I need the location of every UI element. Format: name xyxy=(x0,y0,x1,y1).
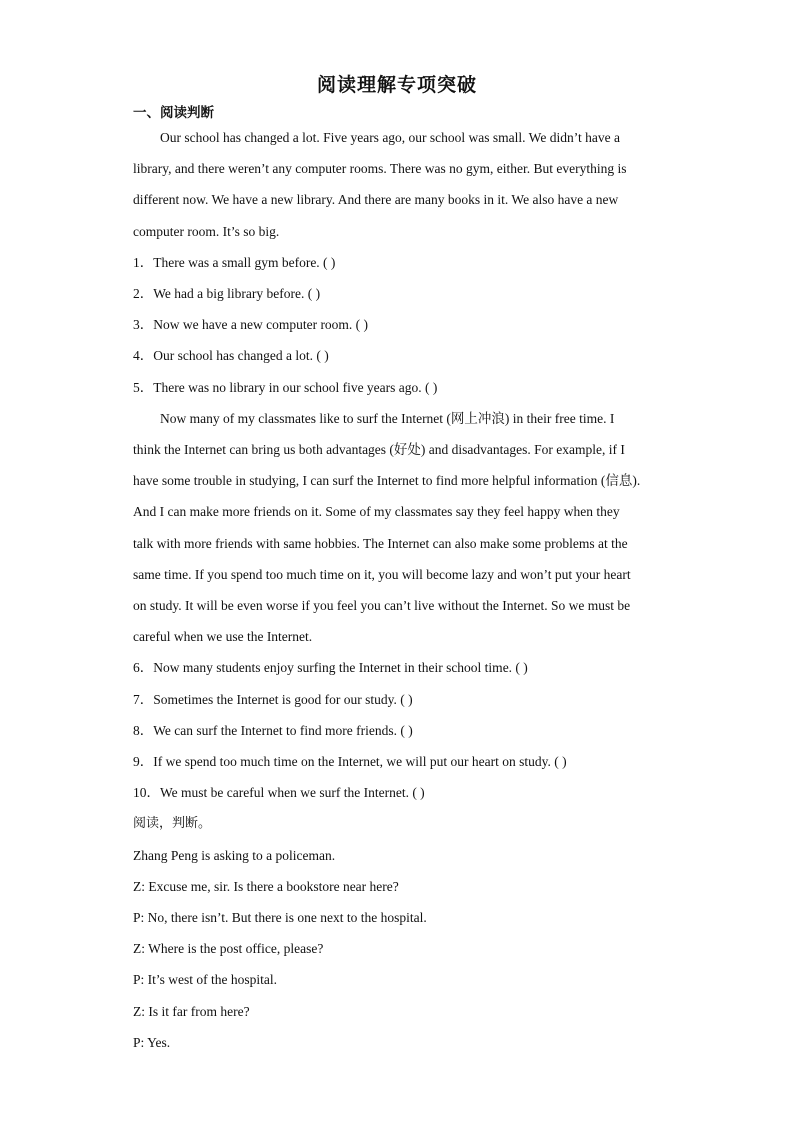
passage1-line: computer room. It’s so big. xyxy=(133,224,280,239)
question-9: 9．If we spend too much time on the Internet, we will put our heart on study. ( ) xyxy=(133,754,567,769)
question-8: 8．We can surf the Internet to find more friends. ( ) xyxy=(133,723,413,738)
question-10: 10．We must be careful when we surf the Internet. ( ) xyxy=(133,785,425,800)
question-1: 1．There was a small gym before. ( ) xyxy=(133,255,336,270)
passage2-line: think the Internet can bring us both advantages (好处) and disadvantages. For example, if I xyxy=(133,442,625,457)
passage1-line: library, and there weren’t any computer rooms. There was no gym, either. But everything is xyxy=(133,161,627,176)
passage2-line: have some trouble in studying, I can surf the Internet to find more helpful information (信息). xyxy=(133,473,641,488)
passage2-line: Now many of my classmates like to surf the Internet (网上冲浪) in their free time. I xyxy=(160,411,615,426)
passage1-line: Our school has changed a lot. Five years ago, our school was small. We didn’t have a xyxy=(160,130,620,145)
question-3: 3．Now we have a new computer room. ( ) xyxy=(133,317,369,332)
passage2-line: talk with more friends with same hobbies. The Internet can also make some problems at the xyxy=(133,536,628,551)
passage2-line: on study. It will be even worse if you feel you can’t live without the Internet. So we must be xyxy=(133,598,631,613)
passage2-line: same time. If you spend too much time on it, you will become lazy and won’t put your heart xyxy=(133,567,631,582)
question-5: 5．There was no library in our school five years ago. ( ) xyxy=(133,380,438,395)
question-4: 4．Our school has changed a lot. ( ) xyxy=(133,348,329,363)
passage1-line: different now. We have a new library. And there are many books in it. We also have a new xyxy=(133,192,619,207)
dialogue-line: P: It’s west of the hospital. xyxy=(133,972,277,987)
question-6: 6．Now many students enjoy surfing the Internet in their school time. ( ) xyxy=(133,660,528,675)
section-heading-read-judge: 阅读，判断。 xyxy=(133,816,212,831)
question-2: 2．We had a big library before. ( ) xyxy=(133,286,321,301)
section-heading-reading-judgement: 一、阅读判断 xyxy=(133,105,214,121)
question-7: 7．Sometimes the Internet is good for our study. ( ) xyxy=(133,692,413,707)
dialogue-line: Z: Is it far from here? xyxy=(133,1004,250,1019)
passage2-line: careful when we use the Internet. xyxy=(133,629,313,644)
page-title: 阅读理解专项突破 xyxy=(316,74,477,96)
dialogue-line: P: No, there isn’t. But there is one next to the hospital. xyxy=(133,910,427,925)
dialogue-line: Z: Where is the post office, please? xyxy=(133,941,324,956)
dialogue-line: P: Yes. xyxy=(133,1035,171,1050)
dialogue-line: Zhang Peng is asking to a policeman. xyxy=(133,848,336,863)
passage2-line: And I can make more friends on it. Some of my classmates say they feel happy when they xyxy=(133,504,620,519)
dialogue-line: Z: Excuse me, sir. Is there a bookstore near here? xyxy=(133,879,399,894)
